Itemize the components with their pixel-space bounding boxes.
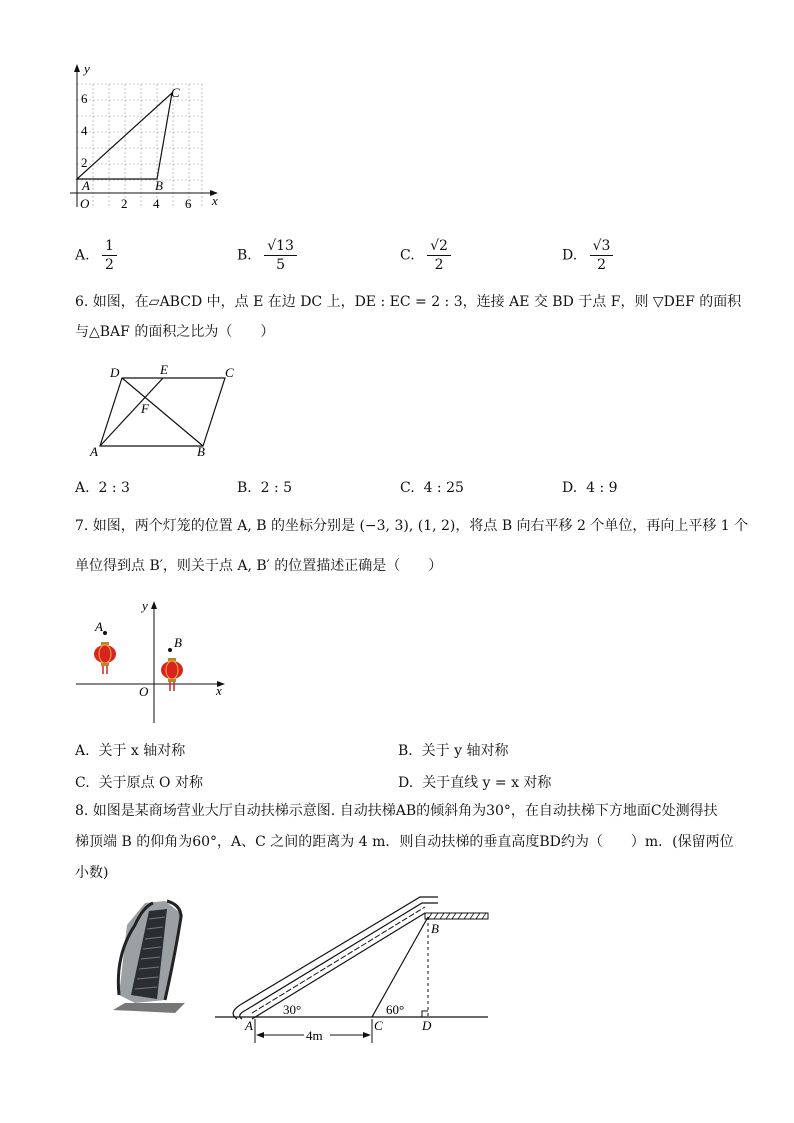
q8-question-line-2: 梯顶端 B 的仰角为60°，A、C 之间的距离为 4 m．则自动扶梯的垂直高度BD约为（ ）m．(保留两位 <box>75 834 734 850</box>
q6-point-c: C <box>225 365 234 380</box>
x-tick-2: 2 <box>121 196 128 211</box>
point-a-label: A <box>82 178 90 193</box>
q6-point-a: A <box>90 444 98 459</box>
option-text: 关于 x 轴对称 <box>98 743 186 759</box>
q8-question-line-3: 小数) <box>75 865 109 881</box>
fraction <box>264 237 297 274</box>
q8-point-c: C <box>374 1018 383 1033</box>
x-axis-label: x <box>212 193 218 208</box>
q6-option-d[interactable] <box>562 480 618 496</box>
q6-parallelogram-figure <box>85 360 235 460</box>
q7-y-label: y <box>142 598 148 613</box>
option-letter: A. <box>75 743 90 759</box>
q7-option-c[interactable] <box>75 772 203 792</box>
q8-distance-label: 4m <box>306 1028 323 1043</box>
fraction <box>590 237 614 274</box>
q7-option-a[interactable] <box>75 740 185 760</box>
y-tick-6: 6 <box>81 91 88 106</box>
lantern-b-icon <box>161 658 183 691</box>
q7-option-d[interactable] <box>398 772 551 792</box>
y-tick-4: 4 <box>81 123 88 138</box>
q6-point-e: E <box>160 362 168 377</box>
option-letter: C. <box>400 247 415 264</box>
option-text: 4 : 25 <box>423 480 464 496</box>
q6-option-c[interactable] <box>400 480 464 496</box>
numerator: √3 <box>590 237 614 256</box>
y-tick-2: 2 <box>81 155 88 170</box>
q6-point-f: F <box>141 401 149 416</box>
y-axis-label: y <box>84 61 90 76</box>
q5-option-b[interactable] <box>237 237 297 274</box>
numerator: √13 <box>264 237 297 256</box>
q7-option-b[interactable] <box>398 740 508 760</box>
q8-point-b: B <box>431 921 439 936</box>
q5-option-c[interactable] <box>400 237 451 274</box>
origin-label: O <box>80 196 90 211</box>
denominator: 5 <box>276 257 286 273</box>
option-text: 2 : 5 <box>260 480 293 496</box>
q8-question-line-1: 8. 如图是某商场营业大厅自动扶梯示意图. 自动扶梯AB的倾斜角为30°，在自动扶梯下方地面C处测得扶 <box>75 803 718 819</box>
q5-option-a[interactable] <box>75 237 117 274</box>
option-text: 4 : 9 <box>586 480 618 496</box>
option-letter: B. <box>237 247 252 264</box>
option-letter: A. <box>75 480 90 496</box>
option-text: 关于 y 轴对称 <box>421 743 509 759</box>
option-letter: D. <box>562 480 578 496</box>
denominator: 2 <box>434 257 444 273</box>
numerator: 1 <box>102 237 117 256</box>
q7-point-a-label: A <box>95 619 103 634</box>
grid-lines <box>77 84 202 207</box>
option-text: 2 : 3 <box>98 480 130 496</box>
q7-origin-label: O <box>139 684 149 699</box>
option-letter: B. <box>237 480 252 496</box>
q6-option-a[interactable] <box>75 480 130 496</box>
option-letter: B. <box>398 743 413 759</box>
option-letter: D. <box>562 247 578 264</box>
q7-question-line-2: 单位得到点 B′，则关于点 A, B′ 的位置描述正确是（ ） <box>75 558 443 574</box>
q7-x-label: x <box>216 683 222 698</box>
option-letter: A. <box>75 247 90 264</box>
escalator-photo <box>105 895 190 1020</box>
q8-point-a: A <box>245 1018 253 1033</box>
option-text: 关于原点 O 对称 <box>98 775 203 791</box>
q6-question-line-1: 6. 如图，在▱ABCD 中，点 E 在边 DC 上，DE : EC = 2 : 3，连接 AE 交 BD 于点 F，则 ▽DEF 的面积 <box>75 294 742 310</box>
q6-point-d: D <box>110 365 120 380</box>
q6-point-b: B <box>197 444 205 459</box>
x-tick-4: 4 <box>153 196 160 211</box>
q5-coordinate-graph <box>60 55 230 220</box>
option-letter: C. <box>400 480 415 496</box>
denominator: 2 <box>105 257 114 273</box>
fraction <box>427 237 451 274</box>
option-letter: C. <box>75 775 90 791</box>
point-b-label: B <box>155 178 163 193</box>
fraction <box>102 237 117 274</box>
q7-lantern-figure <box>72 595 232 725</box>
x-tick-6: 6 <box>185 196 192 211</box>
point-c-label: C <box>171 85 180 100</box>
q6-question-line-2: 与△BAF 的面积之比为（ ） <box>75 324 275 340</box>
q8-point-d: D <box>422 1018 432 1033</box>
q8-angle-60: 60° <box>386 1002 405 1017</box>
q7-question-line-1: 7. 如图，两个灯笼的位置 A, B 的坐标分别是 (−3, 3), (1, 2)，将点 B 向右平移 2 个单位，再向上平移 1 个 <box>75 518 749 534</box>
q8-angle-30: 30° <box>283 1002 302 1017</box>
triangle-abc <box>77 93 172 179</box>
q8-escalator-diagram <box>210 893 495 1048</box>
lantern-a-icon <box>94 642 116 674</box>
q5-option-d[interactable] <box>562 237 613 274</box>
numerator: √2 <box>427 237 451 256</box>
q6-option-b[interactable] <box>237 480 292 496</box>
option-text: 关于直线 y = x 对称 <box>422 775 552 791</box>
q7-point-b-label: B <box>174 635 182 650</box>
denominator: 2 <box>597 257 607 273</box>
option-letter: D. <box>398 775 414 791</box>
